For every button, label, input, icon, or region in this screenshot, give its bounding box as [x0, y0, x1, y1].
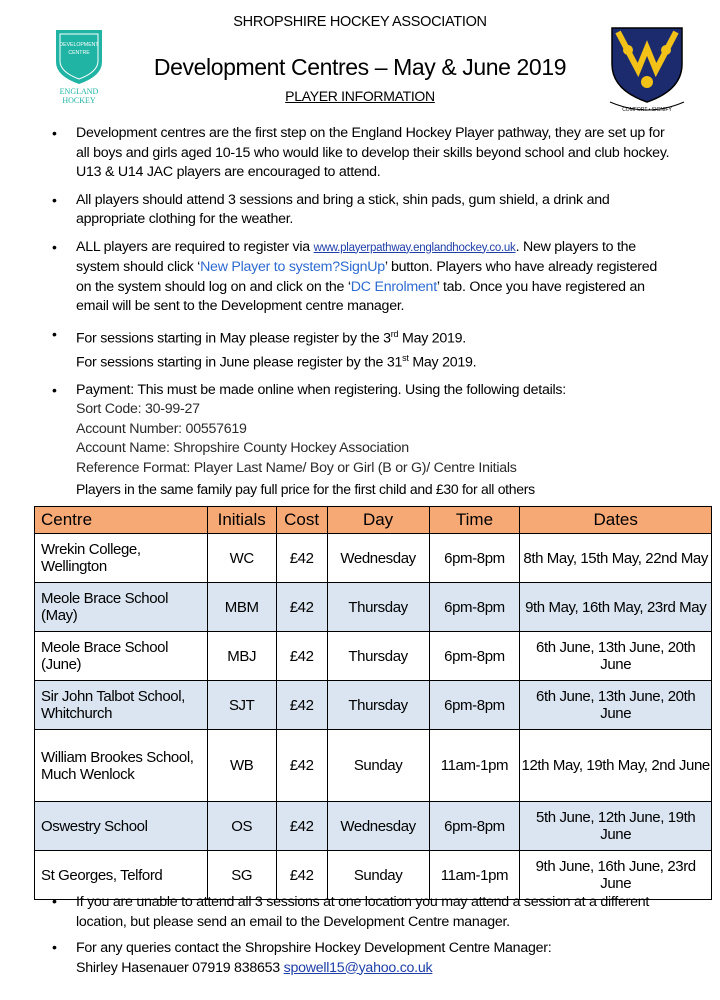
header-dates: Dates: [520, 507, 712, 534]
cell-dates: 8th May, 15th May, 22nd May: [520, 534, 712, 583]
header-day: Day: [327, 507, 429, 534]
bullet-dot: •: [52, 894, 57, 910]
cell-initials: WB: [207, 730, 276, 802]
cell-time: 11am-1pm: [429, 851, 520, 900]
cell-day: Thursday: [327, 583, 429, 632]
cell-initials: WC: [207, 534, 276, 583]
crest-motto: COMFORT • SIGNIFY: [622, 107, 672, 113]
cell-day: Sunday: [327, 851, 429, 900]
cell-day: Sunday: [327, 730, 429, 802]
account-number: Account Number: 00557619: [76, 420, 247, 437]
cell-dates: 9th June, 16th June, 23rd June: [520, 851, 712, 900]
page-title: Development Centres – May & June 2019: [153, 54, 567, 80]
cell-day: Wednesday: [327, 802, 429, 851]
cell-dates: 12th May, 19th May, 2nd June: [520, 730, 712, 802]
bullet-dot: •: [52, 940, 57, 956]
bullet-alternate-location: • If you are unable to attend all 3 sessions at one location you may attend a session at a different location, but please send an email to the Development Centre manager.: [52, 894, 650, 930]
cell-day: Thursday: [327, 681, 429, 730]
sort-code: Sort Code: 30-99-27: [76, 401, 200, 418]
header-initials: Initials: [207, 507, 276, 534]
family-note: Players in the same family pay full price for the first child and £30 for all others: [76, 481, 535, 497]
bullet-equipment: • All players should attend 3 sessions and bring a stick, shin pads, gum shield, a drink and appropriate clothing for the weather.: [52, 191, 610, 227]
bullet-intro: • Development centres are the first step on the England Hockey Player pathway, they are set up for all boys and girls aged 10-15 who would like to develop their skills beyond school and club hockey. U13 & U14 JAC players are encouraged to attend.: [52, 125, 670, 180]
bullet-dot: •: [52, 125, 57, 141]
footer-bullets: [52, 893, 672, 985]
cell-dates: 5th June, 12th June, 19th June: [520, 802, 712, 851]
table-row: [35, 802, 712, 851]
logo-text-hockey: HOCKEY: [62, 96, 96, 105]
info-bullets: [52, 124, 672, 486]
table-row: [35, 534, 712, 583]
dc-enrolment-tab-ref: DC Enrolment: [350, 278, 437, 295]
table-row: [35, 583, 712, 632]
table-header-row: [35, 507, 712, 534]
cell-time: 6pm-8pm: [429, 802, 520, 851]
cell-dates: 6th June, 13th June, 20th June: [520, 632, 712, 681]
association-name: SHROPSHIRE HOCKEY ASSOCIATION: [233, 14, 487, 30]
cell-centre: St Georges, Telford: [35, 851, 208, 900]
bullet-contact: • For any queries contact the Shropshire Hockey Development Centre Manager: Shirley Hasenauer 07919 838653 spowell15@yahoo.co.uk: [52, 940, 552, 976]
bullet-registration: • ALL players are required to register via www.playerpathway.englandhockey.co.uk. New players to the system should click ‘New Player to system?SignUp’ button. Players who have already registered on the system should log on and click on the ‘DC Enrolment’ tab. Once you have registered an email will be sent to the Development centre manager.: [52, 238, 658, 314]
contact-email-link[interactable]: spowell15@yahoo.co.uk: [283, 959, 433, 976]
header-time: Time: [429, 507, 520, 534]
page-subtitle: PLAYER INFORMATION: [285, 88, 435, 104]
logo-text-centre: CENTRE: [68, 50, 90, 56]
cell-initials: SG: [207, 851, 276, 900]
table-row: [35, 681, 712, 730]
cell-cost: £42: [276, 632, 327, 681]
cell-centre: Sir John Talbot School, Whitchurch: [35, 681, 208, 730]
cell-cost: £42: [276, 583, 327, 632]
cell-day: Thursday: [327, 632, 429, 681]
cell-cost: £42: [276, 802, 327, 851]
bullet-dot: •: [52, 325, 57, 342]
cell-initials: MBM: [207, 583, 276, 632]
header-cost: Cost: [276, 507, 327, 534]
cell-time: 11am-1pm: [429, 730, 520, 802]
cell-dates: 6th June, 13th June, 20th June: [520, 681, 712, 730]
bullet-dot: •: [52, 191, 57, 208]
bullet-dot: •: [52, 381, 57, 398]
table-row: [35, 730, 712, 802]
reference-format: Reference Format: Player Last Name/ Boy or Girl (B or G)/ Centre Initials: [76, 459, 517, 476]
cell-dates: 9th May, 16th May, 23rd May: [520, 583, 712, 632]
cell-initials: SJT: [207, 681, 276, 730]
cell-day: Wednesday: [327, 534, 429, 583]
cell-time: 6pm-8pm: [429, 681, 520, 730]
cell-time: 6pm-8pm: [429, 632, 520, 681]
cell-centre: William Brookes School, Much Wenlock: [35, 730, 208, 802]
schedule-table: [34, 506, 712, 900]
cell-time: 6pm-8pm: [429, 534, 520, 583]
cell-centre: Meole Brace School (May): [35, 583, 208, 632]
cell-initials: OS: [207, 802, 276, 851]
cell-centre: Wrekin College, Wellington: [35, 534, 208, 583]
cell-time: 6pm-8pm: [429, 583, 520, 632]
signup-button-ref: New Player to system?SignUp: [200, 259, 385, 275]
bullet-deadlines: • For sessions starting in May please register by the 3rd May 2019. For sessions starting in June please register by the 31st May 2019.: [52, 325, 477, 371]
account-name: Account Name: Shropshire County Hockey Association: [76, 440, 409, 457]
player-pathway-link[interactable]: www.playerpathway.englandhockey.co.uk: [313, 241, 516, 254]
cell-cost: £42: [276, 534, 327, 583]
cell-cost: £42: [276, 851, 327, 900]
cell-initials: MBJ: [207, 632, 276, 681]
contact-name-phone: Shirley Hasenauer 07919 838653: [76, 959, 284, 976]
cell-centre: Oswestry School: [35, 802, 208, 851]
header-centre: Centre: [35, 507, 208, 534]
logo-text-development: DEVELOPMENT: [59, 42, 99, 48]
table-row: [35, 632, 712, 681]
bullet-dot: •: [52, 238, 57, 255]
bullet-payment: • Payment: This must be made online when registering. Using the following details: Sort Code: 30-99-27 Account Number: 00557619 Account Name: Shropshire County Hockey Association Reference Format: Player Last Name/ Boy or Girl (B or G)/ Centre Initials: [52, 381, 566, 476]
cell-centre: Meole Brace School (June): [35, 632, 208, 681]
cell-cost: £42: [276, 681, 327, 730]
logo-text-england: ENGLAND: [59, 87, 99, 96]
cell-cost: £42: [276, 730, 327, 802]
